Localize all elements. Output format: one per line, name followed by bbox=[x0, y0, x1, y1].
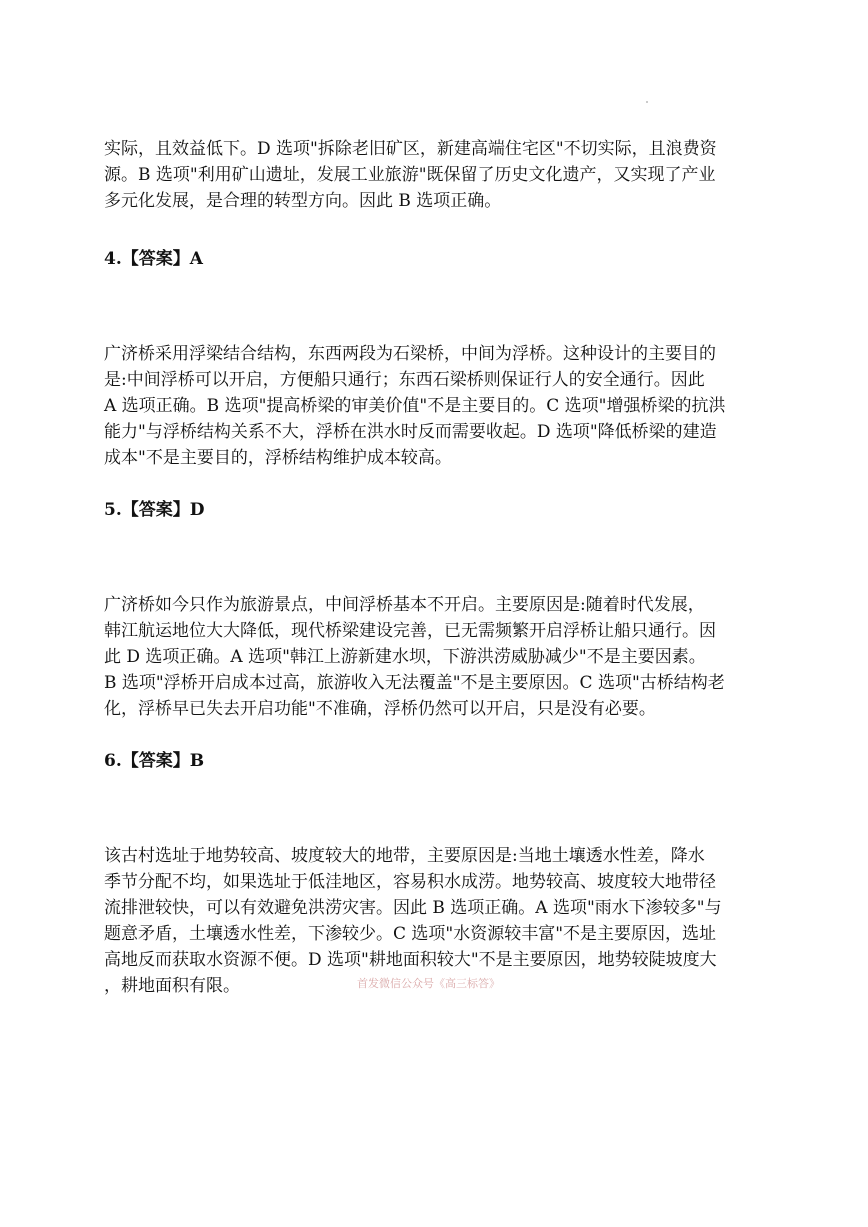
text-line: 该古村选址于地势较高、坡度较大的地带，主要原因是:当地土壤透水性差，降水 bbox=[104, 846, 705, 866]
text-line: 是:中间浮桥可以开启，方便船只通行；东西石梁桥则保证行人的安全通行。因此 bbox=[104, 370, 705, 390]
paragraph-q3-end bbox=[104, 136, 772, 214]
text-line: 此 D 选项正确。A 选项"韩江上游新建水坝，下游洪涝威胁减少"不是主要因素。 bbox=[104, 647, 706, 667]
text-line: 能力"与浮桥结构关系不大，浮桥在洪水时反而需要收起。D 选项"降低桥梁的建造 bbox=[104, 422, 717, 442]
text-line: ，耕地面积有限。 bbox=[104, 976, 240, 996]
answer-heading-6: 6.【答案】B bbox=[104, 751, 205, 771]
text-line: 高地反而获取水资源不便。D 选项"耕地面积较大"不是主要原因，地势较陡坡度大 bbox=[104, 950, 717, 970]
paragraph-q4 bbox=[104, 341, 772, 471]
text-line: 成本"不是主要目的，浮桥结构维护成本较高。 bbox=[104, 448, 452, 468]
text-line: 实际，且效益低下。D 选项"拆除老旧矿区，新建高端住宅区"不切实际，且浪费资 bbox=[104, 139, 717, 159]
text-line: 化，浮桥早已失去开启功能"不准确，浮桥仍然可以开启，只是没有必要。 bbox=[104, 699, 656, 719]
text-line: A 选项正确。B 选项"提高桥梁的审美价值"不是主要目的。C 选项"增强桥梁的抗洪 bbox=[104, 396, 726, 416]
scan-dot bbox=[646, 101, 648, 103]
text-line: 源。B 选项"利用矿山遗址，发展工业旅游"既保留了历史文化遗产，又实现了产业 bbox=[104, 165, 716, 185]
text-line: 韩江航运地位大大降低，现代桥梁建设完善，已无需频繁开启浮桥让船只通行。因 bbox=[104, 621, 716, 641]
text-line: B 选项"浮桥开启成本过高，旅游收入无法覆盖"不是主要原因。C 选项"古桥结构老 bbox=[104, 673, 725, 693]
text-line: 多元化发展，是合理的转型方向。因此 B 选项正确。 bbox=[104, 191, 502, 211]
text-line: 广济桥如今只作为旅游景点，中间浮桥基本不开启。主要原因是:随着时代发展， bbox=[104, 595, 705, 615]
watermark-text: 首发微信公众号《高三标答》 bbox=[357, 977, 500, 990]
text-line: 广济桥采用浮梁结合结构，东西两段为石梁桥，中间为浮桥。这种设计的主要目的 bbox=[104, 344, 716, 364]
text-line: 流排泄较快，可以有效避免洪涝灾害。因此 B 选项正确。A 选项"雨水下渗较多"与 bbox=[104, 898, 722, 918]
text-line: 季节分配不均，如果选址于低洼地区，容易积水成涝。地势较高、坡度较大地带径 bbox=[104, 872, 716, 892]
answer-heading-4: 4.【答案】A bbox=[104, 249, 203, 269]
answer-heading-5: 5.【答案】D bbox=[104, 500, 205, 520]
text-line: 题意矛盾，土壤透水性差，下渗较少。C 选项"水资源较丰富"不是主要原因，选址 bbox=[104, 924, 717, 944]
paragraph-q5 bbox=[104, 592, 772, 722]
